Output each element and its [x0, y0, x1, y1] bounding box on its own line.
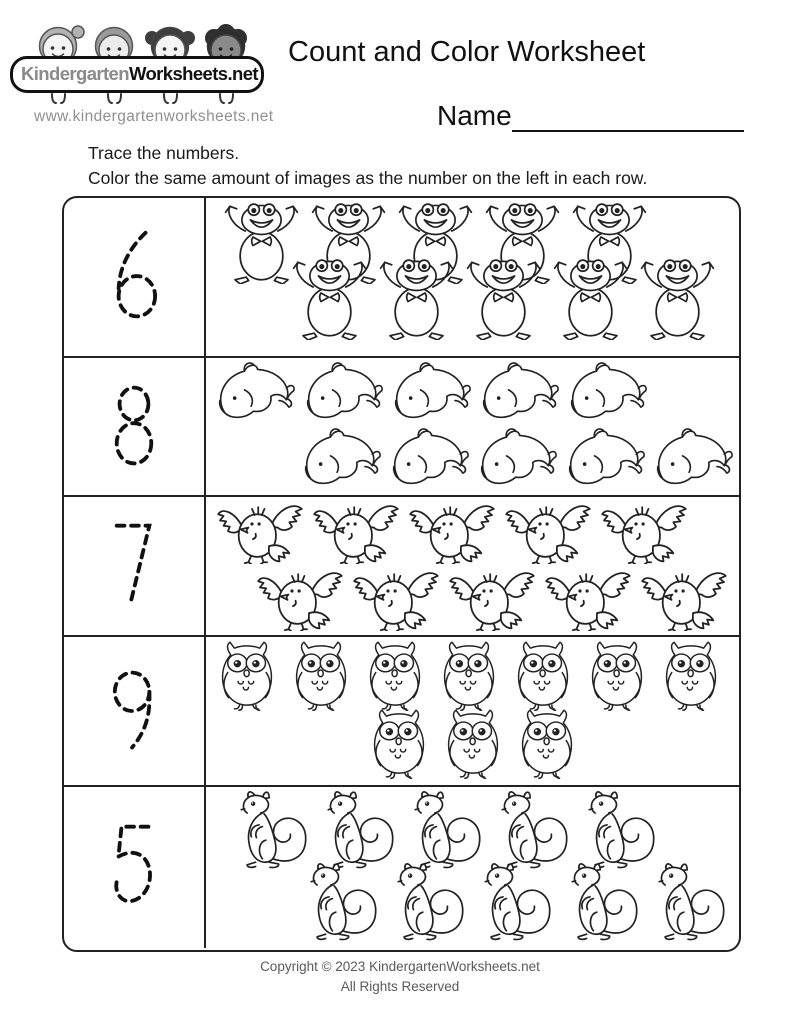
dolphin-image [650, 428, 738, 492]
squirrel-image [485, 791, 572, 869]
squirrel-line-1 [206, 791, 739, 869]
bird-image [444, 567, 540, 631]
worksheet-row-frog [64, 198, 739, 358]
dashed-digit-8 [105, 379, 163, 475]
owl-image [506, 640, 580, 714]
owl-line-1 [206, 640, 739, 714]
owl-image [654, 640, 728, 714]
dolphin-images-cell [206, 358, 739, 495]
owl-image [362, 708, 436, 782]
owl-image [284, 640, 358, 714]
squirrel-image [381, 863, 468, 941]
worksheet-row-owl [64, 637, 739, 787]
worksheet-row-squirrel [64, 787, 739, 948]
squirrel-image [642, 863, 729, 941]
trace-number-6 [64, 198, 206, 356]
dashed-digit-5 [105, 820, 163, 916]
squirrel-image [311, 791, 398, 869]
instruction-trace: Trace the numbers. [88, 143, 240, 163]
name-label: Name [437, 100, 512, 131]
squirrel-images-cell [206, 787, 739, 948]
bird-image [636, 567, 732, 631]
dolphin-image [298, 428, 386, 492]
frog-image [373, 258, 460, 340]
frog-line-2 [206, 258, 739, 340]
trace-number-9 [64, 637, 206, 785]
bird-image [596, 500, 692, 564]
name-field [437, 100, 744, 132]
owl-line-2 [206, 708, 739, 782]
owl-image [210, 640, 284, 714]
dolphin-line-2 [206, 428, 739, 492]
frog-image [286, 258, 373, 340]
frog-image [547, 258, 634, 340]
logo-text-worksheets-net: Worksheets.net [128, 63, 258, 84]
owl-image [510, 708, 584, 782]
owl-image [432, 640, 506, 714]
bird-image [348, 567, 444, 631]
bird-image [212, 500, 308, 564]
bird-image [252, 567, 348, 631]
dolphin-image [300, 362, 388, 426]
site-logo [10, 12, 274, 132]
owl-image [436, 708, 510, 782]
frog-image [460, 258, 547, 340]
dashed-digit-9 [105, 663, 163, 759]
dolphin-line-1 [206, 362, 739, 426]
owl-image [358, 640, 432, 714]
dolphin-image [562, 428, 650, 492]
footer-copyright: Copyright © 2023 KindergartenWorksheets.net [260, 959, 540, 974]
footer-rights: All Rights Reserved [340, 978, 460, 994]
page-title: Count and Color Worksheet [288, 36, 646, 68]
bird-images-cell [206, 497, 739, 635]
worksheet-table [62, 196, 741, 952]
dolphin-image [388, 362, 476, 426]
instructions [88, 141, 647, 191]
logo-website-url: www.kindergartenworksheets.net [34, 108, 274, 125]
dashed-digit-6 [105, 229, 163, 325]
squirrel-image [398, 791, 485, 869]
squirrel-image [294, 863, 381, 941]
dolphin-image [386, 428, 474, 492]
logo-kids-feet [28, 93, 248, 107]
bird-image [500, 500, 596, 564]
instruction-color: Color the same amount of images as the number on the left in each row. [88, 167, 648, 188]
bird-image [540, 567, 636, 631]
owl-image [580, 640, 654, 714]
squirrel-image [224, 791, 311, 869]
worksheet-row-dolphin [64, 358, 739, 497]
bird-line-1 [206, 500, 739, 564]
squirrel-image [572, 791, 659, 869]
squirrel-image [555, 863, 642, 941]
bird-image [308, 500, 404, 564]
dolphin-image [564, 362, 652, 426]
trace-number-7 [64, 497, 206, 635]
trace-number-8 [64, 358, 206, 495]
logo-banner [10, 56, 264, 93]
logo-text-kindergarten: Kindergarten [21, 63, 129, 84]
owl-images-cell [206, 637, 739, 785]
bird-image [404, 500, 500, 564]
dolphin-image [212, 362, 300, 426]
frog-images-cell [206, 198, 739, 356]
frog-image [634, 258, 721, 340]
squirrel-line-2 [206, 863, 739, 941]
dashed-digit-7 [105, 518, 163, 614]
dolphin-image [476, 362, 564, 426]
dolphin-image [474, 428, 562, 492]
worksheet-row-bird [64, 497, 739, 637]
bird-line-2 [206, 567, 739, 631]
trace-number-5 [64, 787, 206, 948]
name-blank-line [512, 100, 744, 132]
squirrel-image [468, 863, 555, 941]
footer [0, 957, 800, 996]
